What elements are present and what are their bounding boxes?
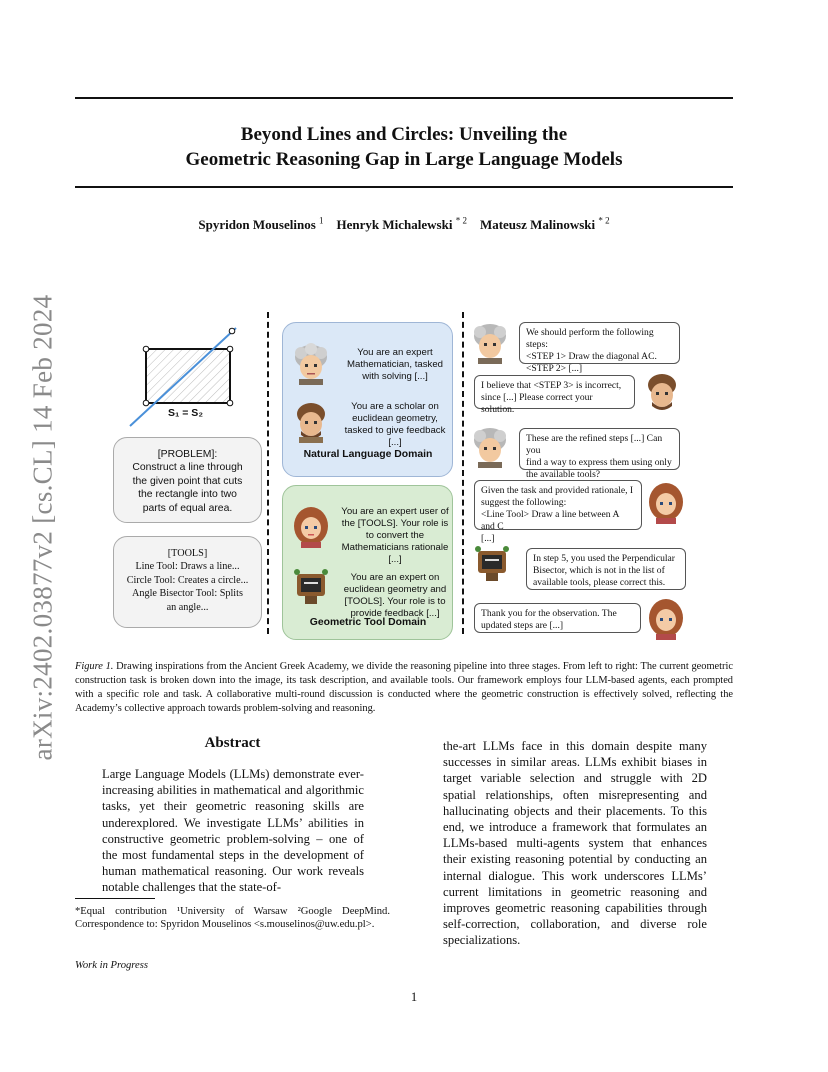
mathematician-prompt: You are an expert Mathematician, tasked with solving [...] xyxy=(347,347,443,382)
bubble-1-line-3: <STEP 2> [...] xyxy=(526,363,583,374)
robot-prompt: You are an expert on euclidean geometry and [TOOLS]. Your role is to provide feedback [...] xyxy=(343,572,447,619)
dialogue-bubble-4 xyxy=(474,480,642,544)
stage-separator-2 xyxy=(462,312,464,634)
bubble-3-line-1: These are the refined steps [...] Can you xyxy=(526,433,663,456)
bubble-1-line-1: We should perform the following steps: xyxy=(526,327,654,350)
tool-line-2: Circle Tool: Creates a circle... xyxy=(126,574,249,586)
dialogue-tool-user-icon-2 xyxy=(646,598,686,640)
mathematician-avatar-icon xyxy=(291,343,331,385)
title-line-2: Geometric Reasoning Gap in Large Language Models xyxy=(185,149,623,170)
abstract-heading: Abstract xyxy=(204,735,261,751)
diagram-area-label: S₁ = S₂ xyxy=(168,407,203,419)
abstract-right-column: the-art LLMs face in this domain despite many successes in similar areas. LLMs exhibit biases in target variable selection and struggle with 2D spatial relationships, often misrepresenting and hallucinating objects and their placements. To this end, we introduce a framework that formulates an LLMs-based multi-agents system that enhances their existing reasoning potential by conducting an internal dialogue. This work underscores LLMs’ current limitations in geometric reasoning and improves geometric reasoning capabilities through self-correction, collaboration, and diverse role specializations. xyxy=(443,739,707,948)
dialogue-mathematician-icon-2 xyxy=(470,426,510,468)
author-1: Spyridon Mouselinos $^1$ xyxy=(198,216,324,233)
scholar-prompt: You are a scholar on euclidean geometry, tasked to give feedback [...] xyxy=(344,401,446,448)
bubble-3-line-2: find a way to express them using only xyxy=(526,457,672,468)
bubble-4-line-2: suggest the following: xyxy=(481,497,567,508)
dialogue-tool-user-icon-1 xyxy=(646,482,686,524)
problem-box xyxy=(113,437,262,523)
problem-heading: [PROBLEM]: xyxy=(157,449,218,460)
bubble-1-line-2: <STEP 1> Draw the diagonal AC. xyxy=(526,351,657,362)
footnote-rule xyxy=(75,898,155,899)
natural-language-domain-box xyxy=(282,322,453,477)
bubble-4-line-4: [...] xyxy=(481,533,495,544)
tools-heading: [TOOLS] xyxy=(167,548,208,559)
dialogue-mathematician-icon-1 xyxy=(470,322,510,364)
dialogue-bubble-3 xyxy=(519,428,680,480)
geometric-tool-domain-box xyxy=(282,485,453,640)
dialogue-bubble-2 xyxy=(474,375,635,415)
dialogue-bubble-1 xyxy=(519,322,680,374)
author-list xyxy=(75,216,733,233)
bubble-5-line-2: Bisector, which is not in the list of xyxy=(533,565,665,576)
caption-text: Drawing inspirations from the Ancient Greek Academy, we divide the reasoning pipeline into three stages. From left to right: The current geometric construction task is broken down into the image, its task description, and available tools. Our framework employs four LLM-based agents, each prompted with a specific role and task. A collaborative multi-round discussion is conducted where the geometric construction is effectively solved, reflecting the Academy’s collective approach towards problem-solving and reasoning. xyxy=(75,661,733,714)
tool-user-prompt: You are an expert user of the [TOOLS]. Your role is to convert the Mathematicians rationale [...] xyxy=(341,506,449,565)
tool-user-avatar-icon xyxy=(291,506,331,548)
title-top-rule xyxy=(75,97,733,99)
author-2: Henryk Michalewski $^{* 2}$ xyxy=(336,216,467,233)
bubble-4-line-1: Given the task and provided rationale, I xyxy=(481,485,634,496)
bubble-4-line-3: <Line Tool> Draw a line between A and C xyxy=(481,509,619,532)
work-in-progress-note: Work in Progress xyxy=(75,960,148,971)
dialogue-bubble-6 xyxy=(474,603,641,633)
tool-line-4: an angle... xyxy=(166,601,209,613)
bubble-6-line-2: updated steps are [...] xyxy=(481,620,564,631)
tool-line-1: Line Tool: Draws a line... xyxy=(135,561,240,573)
caption-label: Figure 1. xyxy=(75,661,114,672)
footnote: *Equal contribution ¹University of Warsaw ²Google DeepMind. Correspondence to: Spyridon Mouselinos <s.mouselinos@uw.edu.pl>. xyxy=(75,906,390,931)
stage-separator-1 xyxy=(267,312,269,634)
dialogue-robot-icon xyxy=(472,543,512,585)
problem-text: Construct a line through the given point that cuts the rectangle into two parts of equal area. xyxy=(132,462,243,514)
abstract-left-column: Large Language Models (LLMs) demonstrate ever-increasing abilities in mathematical and algorithmic tasks, yet their geometric reasoning skills are underexplored. We investigate LLMs’ abilities in constructive geometric problem-solving – one of the most fundamental steps in the development of human mathematical reasoning. Our work reveals notable challenges that the state-of- xyxy=(102,767,364,895)
robot-avatar-icon xyxy=(291,566,331,608)
bubble-2-line-1: I believe that <STEP 3> is incorrect, xyxy=(481,380,622,391)
bubble-3-line-3: the available tools? xyxy=(526,469,601,480)
bubble-6-line-1: Thank you for the observation. The xyxy=(481,608,617,619)
geometric-tool-domain-label: Geometric Tool Domain xyxy=(309,617,427,628)
bubble-5-line-3: available tools, please correct this. xyxy=(533,577,666,588)
tool-line-3: Angle Bisector Tool: Splits xyxy=(132,588,243,600)
paper-title xyxy=(75,122,733,172)
title-line-1: Beyond Lines and Circles: Unveiling the xyxy=(240,124,568,145)
author-3: Mateusz Malinowski $^{* 2}$ xyxy=(479,216,610,233)
page-number: 1 xyxy=(410,990,418,1004)
tools-box xyxy=(113,536,262,628)
dialogue-bubble-5 xyxy=(526,548,686,590)
natural-language-domain-label: Natural Language Domain xyxy=(303,449,433,460)
bubble-2-line-2: since [...] Please correct your solution. xyxy=(481,392,593,415)
scholar-avatar-icon xyxy=(291,401,331,443)
title-bottom-rule xyxy=(75,186,733,188)
bubble-5-line-1: In step 5, you used the Perpendicular xyxy=(533,553,676,564)
dialogue-scholar-icon-1 xyxy=(642,372,682,414)
arxiv-identifier: arXiv:2402.03877v2 [cs.CL] 14 Feb 2024 xyxy=(27,294,58,761)
figure-caption xyxy=(75,660,733,716)
